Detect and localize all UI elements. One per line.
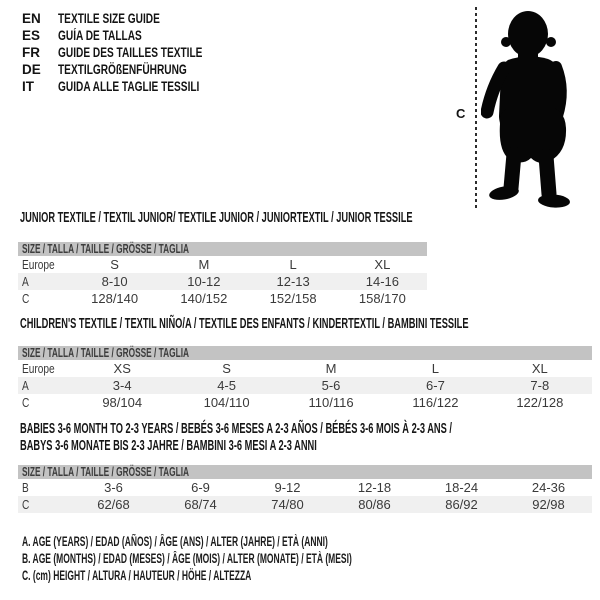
row-label-cell: B (22, 480, 29, 495)
lang-code: EN (22, 11, 41, 26)
cell: 3-6 (104, 480, 123, 495)
lang-row-en (22, 10, 251, 27)
note-height-cm: C. (cm) HEIGHT / ALTURA / HAUTEUR / HÖHE / ALTEZZA (22, 568, 252, 583)
cell: 24-36 (531, 480, 566, 495)
height-measure-dashed-line (475, 7, 477, 208)
table-row (18, 479, 592, 496)
cell: 104/110 (203, 395, 250, 410)
cell: S (110, 257, 119, 272)
children-table-title: CHILDREN'S TEXTILE / TEXTIL NIÑO/A / TEXTILE DES ENFANTS / KINDERTEXTIL / BAMBINI TESSILE (20, 316, 469, 332)
cell: M (198, 257, 210, 272)
lang-row-fr (22, 44, 251, 61)
junior-table-title: JUNIOR TEXTILE / TEXTIL JUNIOR/ TEXTILE JUNIOR / JUNIORTEXTIL / JUNIOR TESSILE (20, 210, 413, 226)
cell: 12-13 (276, 274, 310, 289)
cell: 80/86 (358, 497, 391, 512)
cell: 5-6 (321, 378, 341, 393)
cell: XL (374, 257, 391, 272)
size-header-bar: SIZE / TALLA / TAILLE / GRÖSSE / TAGLIA (18, 465, 592, 479)
cell: 18-24 (444, 480, 479, 495)
cell: 122/128 (516, 395, 564, 410)
lang-title: TEXTILGRÖßENFÜHRUNG (58, 62, 187, 77)
table-row (18, 377, 592, 394)
cell: 158/170 (358, 291, 406, 306)
table-row (18, 496, 592, 513)
lang-row-it (22, 78, 251, 95)
cell: 116/122 (412, 395, 459, 410)
babies-size-table (18, 465, 592, 513)
height-measure-label: C (456, 106, 466, 121)
legend-notes (22, 533, 545, 584)
lang-title: TEXTILE SIZE GUIDE (58, 11, 160, 26)
lang-code: DE (22, 62, 41, 77)
cell: 86/92 (445, 497, 478, 512)
cell: 10-12 (187, 274, 221, 289)
row-label-cell: Europe (22, 257, 55, 272)
lang-row-de (22, 61, 251, 78)
language-header (22, 10, 251, 95)
cell: 9-12 (274, 480, 301, 495)
cell: L (431, 361, 440, 376)
cell: XL (531, 361, 548, 376)
row-label-cell: A (22, 274, 29, 289)
lang-title: GUIDA ALLE TAGLIE TESSILI (58, 79, 200, 94)
size-header-bar: SIZE / TALLA / TAILLE / GRÖSSE / TAGLIA (18, 242, 427, 256)
cell: 92/98 (532, 497, 565, 512)
lang-code: FR (22, 45, 40, 60)
cell: S (222, 361, 231, 376)
table-row (18, 360, 592, 377)
cell: 110/116 (308, 395, 354, 410)
cell: L (289, 257, 297, 272)
cell: 4-5 (217, 378, 236, 393)
lang-code: IT (22, 79, 34, 94)
cell: 14-16 (365, 274, 399, 289)
lang-title: GUÍA DE TALLAS (58, 28, 142, 43)
row-label-cell: A (22, 378, 29, 393)
cell: 68/74 (184, 497, 217, 512)
cell: 152/158 (269, 291, 317, 306)
cell: 140/152 (180, 291, 228, 306)
cell: M (325, 361, 337, 376)
cell: 3-4 (112, 378, 132, 393)
cell: 6-7 (426, 378, 445, 393)
lang-code: ES (22, 28, 41, 43)
row-label-cell: C (22, 497, 30, 512)
cell: 62/68 (97, 497, 130, 512)
cell: 12-18 (357, 480, 392, 495)
cell: 7-8 (530, 378, 550, 393)
junior-size-table (18, 242, 427, 307)
row-label-cell: C (22, 291, 30, 306)
children-size-table (18, 346, 592, 411)
cell: 74/80 (271, 497, 304, 512)
table-row (18, 256, 427, 273)
row-label-cell: C (22, 395, 30, 410)
baby-silhouette-icon (481, 7, 600, 208)
cell: 6-9 (191, 480, 210, 495)
table-row (18, 394, 592, 411)
note-age-months: B. AGE (MONTHS) / EDAD (MESES) / ÂGE (MOIS) / ALTER (MONATE) / ETÀ (MESI) (22, 551, 352, 566)
babies-table-title: BABIES 3-6 MONTH TO 2-3 YEARS / BEBÉS 3-6 MESES A 2-3 AÑOS / BÉBÉS 3-6 MOIS À 2-3 ANS / BABYS 3-6 MONATE BIS 2-3 JAHRE / BAMBINI 3-6 MESI A 2-3 ANNI (20, 421, 452, 454)
cell: 8-10 (101, 274, 128, 289)
cell: 128/140 (91, 291, 139, 306)
table-row (18, 290, 427, 307)
cell: XS (113, 361, 131, 376)
row-label-cell: Europe (22, 361, 55, 376)
note-age-years: A. AGE (YEARS) / EDAD (AÑOS) / ÂGE (ANS) / ALTER (JAHRE) / ETÀ (ANNI) (22, 534, 328, 549)
table-row (18, 273, 427, 290)
cell: 98/104 (102, 395, 143, 410)
size-header-bar: SIZE / TALLA / TAILLE / GRÖSSE / TAGLIA (18, 346, 592, 360)
lang-row-es (22, 27, 251, 44)
lang-title: GUIDE DES TAILLES TEXTILE (58, 45, 203, 60)
